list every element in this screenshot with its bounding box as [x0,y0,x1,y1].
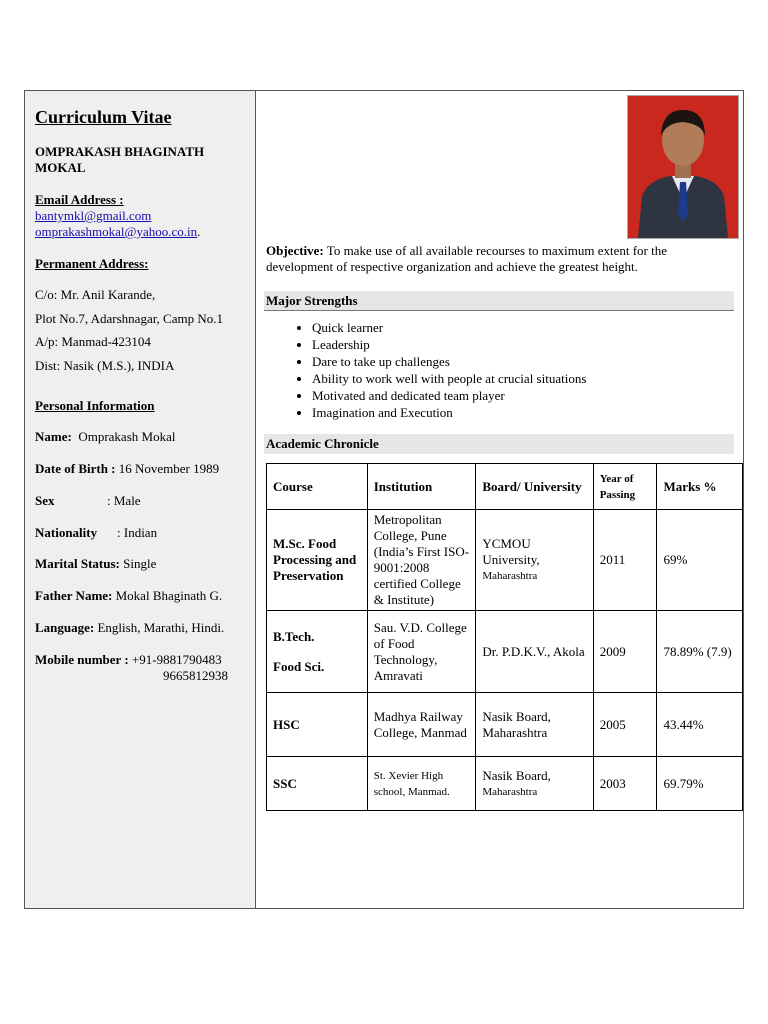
course-cell: B.Tech. Food Sci. [267,611,368,693]
course-cell: SSC [267,757,368,811]
address-line: A/p: Manmad-423104 [35,334,151,349]
marks-cell: 69% [657,510,743,611]
cv-title: Curriculum Vitae [35,107,172,127]
year-cell: 2005 [593,693,657,757]
year-cell: 2003 [593,757,657,811]
personal-language: Language: English, Marathi, Hindi. [35,620,225,635]
personal-mobile: Mobile number : +91-9881790483 [35,652,222,667]
objective [266,243,736,275]
course-cell: M.Sc. Food Processing and Preservation [267,510,368,611]
profile-photo [627,95,739,239]
personal-father-name: Father Name: Mokal Bhaginath G. [35,588,223,603]
table-header-row [267,464,743,510]
email-link-2[interactable]: omprakashmokal@yahoo.co.in [35,224,198,239]
personal-sex: Sex : Male [35,493,141,508]
address-label: Permanent Address: [35,256,149,271]
table-header: Institution [367,464,476,510]
email-link-1[interactable]: bantymkl@gmail.com [35,208,152,223]
candidate-name: OMPRAKASH BHAGINATH MOKAL [35,144,205,175]
table-header: Course [267,464,368,510]
personal-marital-status: Marital Status: Single [35,556,157,571]
marks-cell: 69.79% [657,757,743,811]
list-item: • Quick learner [312,319,586,336]
institution-cell: Sau. V.D. College of Food Technology, Amravati [367,611,476,693]
marks-cell: 78.89% (7.9) [657,611,743,693]
list-item: • Ability to work well with people at crucial situations [312,370,586,387]
personal-name: Name: Omprakash Mokal [35,429,176,444]
list-item: • Dare to take up challenges [312,353,586,370]
strengths-list [286,319,586,421]
address-line: Plot No.7, Adarshnagar, Camp No.1 [35,311,223,326]
course-cell: HSC [267,693,368,757]
personal-dob: Date of Birth : 16 November 1989 [35,461,220,476]
institution-cell: Metropolitan College, Pune (India’s First ISO-9001:2008 certified College & Institute) [367,510,476,611]
major-strengths-heading: Major Strengths [264,291,734,311]
main-column [256,91,743,908]
address-line: C/o: Mr. Anil Karande, [35,287,156,302]
left-sidebar [25,91,256,908]
personal-nationality: Nationality : Indian [35,525,158,540]
table-row [267,510,743,611]
objective-text: To make use of all available recourses to maximum extent for the development of respective organization and achieve the greatest height. [266,243,668,274]
email-section [35,192,200,240]
academic-chronicle-heading: Academic Chronicle [264,434,734,454]
address-line: Dist: Nasik (M.S.), INDIA [35,358,175,373]
institution-cell: St. Xevier High school, Manmad. [367,757,476,811]
personal-info-label: Personal Information [35,398,155,413]
list-item: • Motivated and dedicated team player [312,387,586,404]
year-cell: 2011 [593,510,657,611]
year-cell: 2009 [593,611,657,693]
list-item: • Leadership [312,336,586,353]
table-header: Board/ University [476,464,593,510]
objective-label: Objective: [266,243,324,258]
board-cell: Nasik Board, Maharashtra [476,693,593,757]
academic-table [266,463,743,811]
board-cell: Dr. P.D.K.V., Akola [476,611,593,693]
table-row [267,757,743,811]
marks-cell: 43.44% [657,693,743,757]
email-suffix: . [197,224,201,239]
table-header: Year of Passing [593,464,657,510]
cv-frame [24,90,744,909]
list-item: • Imagination and Execution [312,404,586,421]
institution-cell: Madhya Railway College, Manmad [367,693,476,757]
table-header: Marks % [657,464,743,510]
board-cell: YCMOU University, Maharashtra [476,510,593,611]
mobile-number-2: 9665812938 [163,668,228,683]
table-row [267,611,743,693]
board-cell: Nasik Board, Maharashtra [476,757,593,811]
table-row [267,693,743,757]
email-label: Email Address : [35,192,124,207]
